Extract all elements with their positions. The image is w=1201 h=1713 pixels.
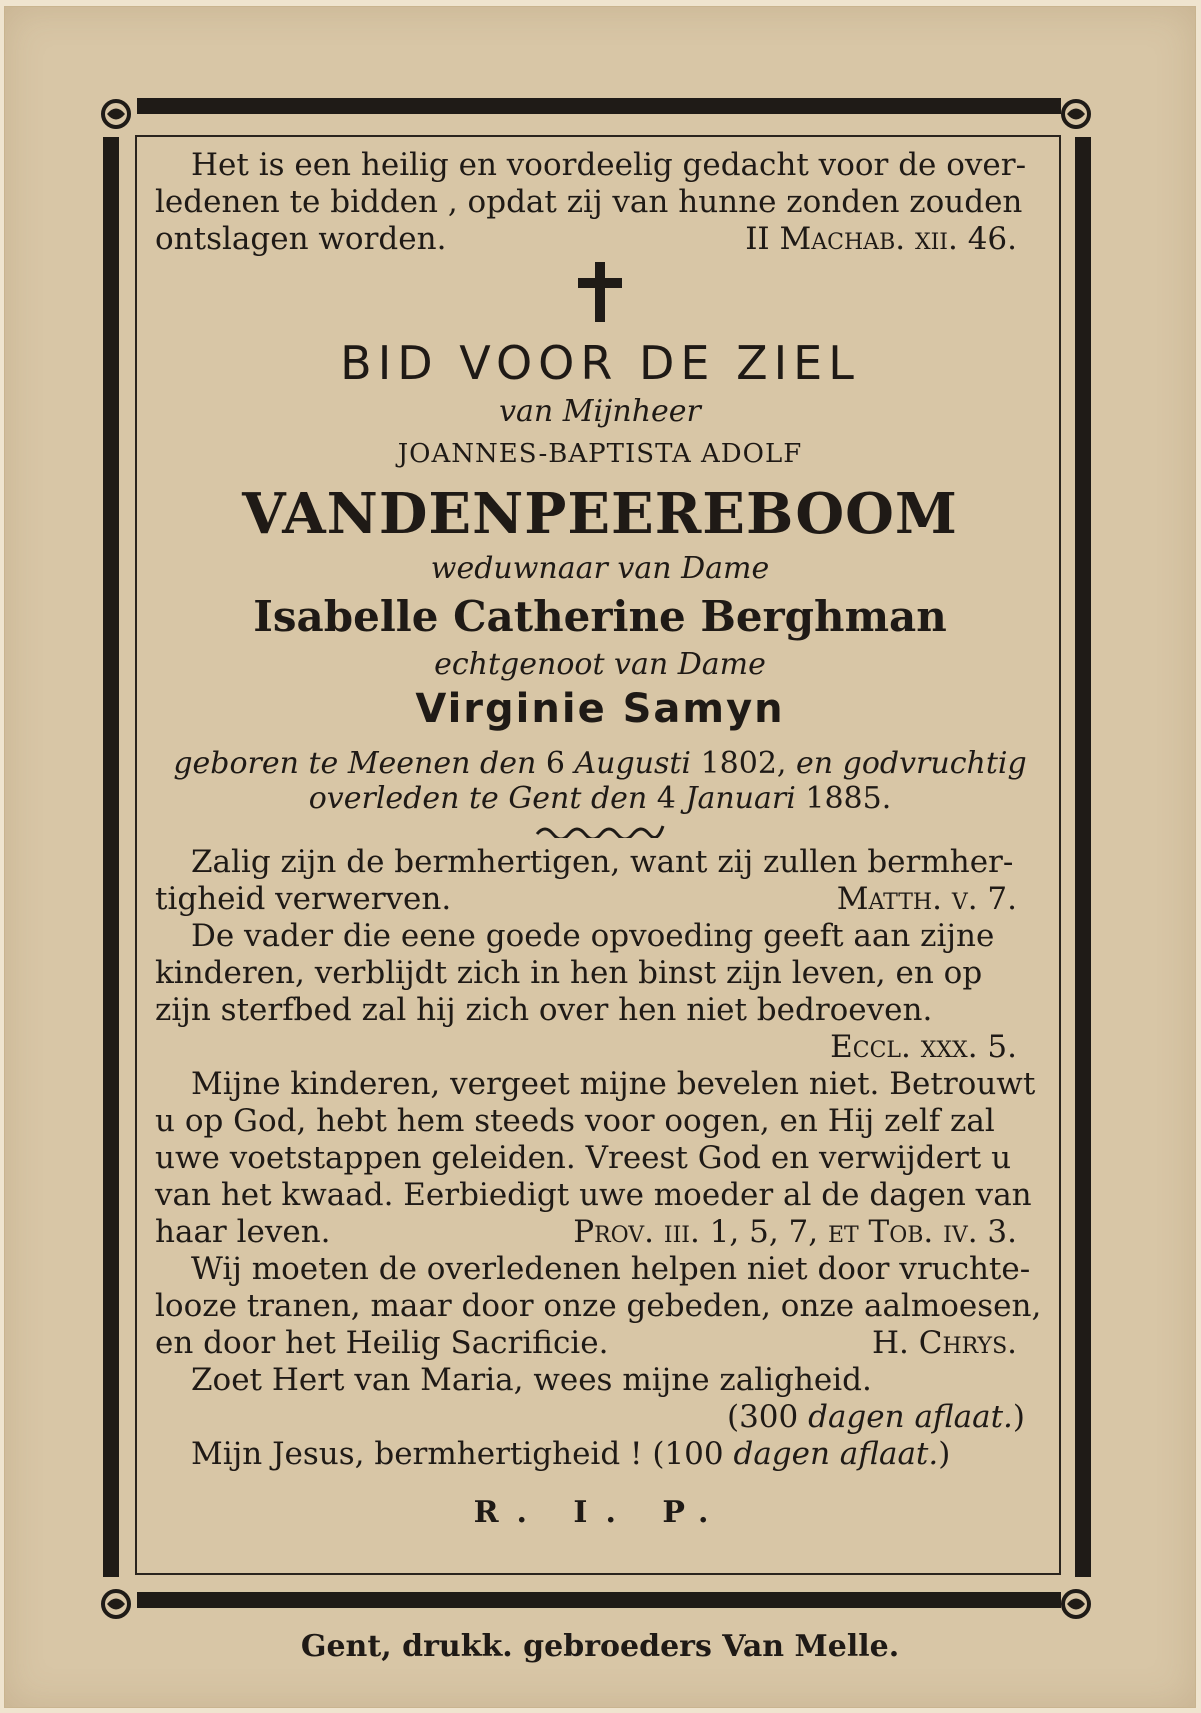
birth-suffix: en godvruchtig (796, 746, 1027, 781)
card-content (155, 147, 1045, 1530)
frame-bottom-bar (137, 1592, 1061, 1608)
death-month: Januari (685, 781, 796, 816)
death-text: overleden te Gent den (308, 781, 648, 816)
first-wife-name: Isabelle Catherine Berghman (253, 592, 947, 641)
indulgence-close: ) (938, 1436, 951, 1472)
verse-line: u op God, hebt hem steeds voor oogen, en Hij zelf zal (155, 1103, 995, 1139)
verse-reference: Prov. iii. 1, 5, 7, et Tob. iv. 3. (573, 1214, 1017, 1250)
title-prefix: van Mijnheer (499, 394, 701, 429)
spouse-of: echtgenoot van Dame (434, 647, 766, 682)
heading: BID VOOR DE ZIEL (340, 336, 860, 390)
verse-text: haar leven. (155, 1214, 331, 1250)
corner-ornament-icon (97, 95, 135, 133)
indulgence-close: ) (1012, 1399, 1025, 1435)
death-day: 4 (656, 781, 676, 816)
epigraph-line: Het is een heilig en voordeelig gedacht voor de over- (191, 147, 1027, 183)
verse-line: Wij moeten de overledenen helpen niet door vruchte- (191, 1251, 1031, 1287)
birth-year: 1802, (700, 746, 787, 781)
epigraph-reference: II Machab. xii. 46. (745, 221, 1017, 257)
verse-line (155, 881, 1045, 918)
indulgence-line (155, 1399, 1045, 1436)
verse-line: Mijne kinderen, vergeet mijne bevelen niet. Betrouwt (191, 1066, 1036, 1102)
birth-day: 6 (545, 746, 565, 781)
second-wife-name: Virginie Samyn (415, 686, 785, 732)
death-line (155, 781, 1045, 816)
birth-line (155, 746, 1045, 781)
verse-line: looze tranen, maar door onze gebeden, onze aalmoesen, (155, 1288, 1042, 1324)
verse-line (155, 1325, 1045, 1362)
verse-line: De vader die eene goede opvoeding geeft aan zijne (191, 918, 995, 954)
verse-reference: Matth. v. 7. (836, 881, 1017, 917)
verse-reference: Eccl. xxx. 5. (830, 1029, 1017, 1065)
corner-ornament-icon (97, 1585, 135, 1623)
frame-top-bar (137, 98, 1061, 114)
epigraph (155, 147, 1045, 258)
verse-line: van het kwaad. Eerbiedigt uwe moeder al de dagen van (155, 1177, 1032, 1213)
birth-death-dates (155, 746, 1045, 816)
verse-line: Zalig zijn de bermhertigen, want zij zullen bermher- (191, 844, 1014, 880)
rip: R. I. P. (473, 1495, 727, 1530)
verse-line: uwe voetstappen geleiden. Vreest God en verwijdert u (155, 1140, 1012, 1176)
verse-line: zijn sterfbed zal hij zich over hen niet bedroeven. (155, 992, 933, 1028)
epigraph-line (155, 221, 1045, 258)
given-names: JOANNES-BAPTISTA ADOLF (397, 439, 803, 469)
indulgence-days: (100 (652, 1436, 724, 1472)
verse-text: Mijn Jesus, bermhertigheid ! (191, 1436, 643, 1472)
verse-text: tigheid verwerven. (155, 881, 452, 917)
indulgence-days: (300 (726, 1399, 799, 1435)
memorial-card (4, 6, 1196, 1708)
printer-imprint: Gent, drukk. gebroeders Van Melle. (300, 1629, 900, 1664)
indulgence-text: dagen aflaat. (733, 1436, 939, 1472)
corner-ornament-icon (1057, 95, 1095, 133)
death-year: 1885. (805, 781, 892, 816)
verse-text: en door het Heilig Sacrificie. (155, 1325, 609, 1361)
birth-month: Augusti (574, 746, 692, 781)
verse-line: Zoet Hert van Maria, wees mijne zaligheid. (191, 1362, 872, 1398)
verse-line (155, 1436, 1045, 1473)
verses (155, 844, 1045, 1473)
indulgence-text: dagen aflaat. (808, 1399, 1013, 1435)
epigraph-line: ledenen te bidden , opdat zij van hunne zonden zouden (155, 184, 1023, 220)
frame-left-bar (103, 137, 119, 1577)
surname: VANDENPEEREBOOM (242, 481, 958, 547)
verse-line (155, 1214, 1045, 1251)
wave-divider-icon (155, 822, 1045, 838)
verse-reference: H. Chrys. (872, 1325, 1017, 1361)
corner-ornament-icon (1057, 1585, 1095, 1623)
epigraph-text: ontslagen worden. (155, 221, 447, 257)
cross-icon (155, 262, 1045, 322)
verse-line: kinderen, verblijdt zich in hen binst zijn leven, en op (155, 955, 983, 991)
widower-of: weduwnaar van Dame (430, 551, 770, 586)
birth-text: geboren te Meenen den (173, 746, 537, 781)
frame-right-bar (1075, 137, 1091, 1577)
